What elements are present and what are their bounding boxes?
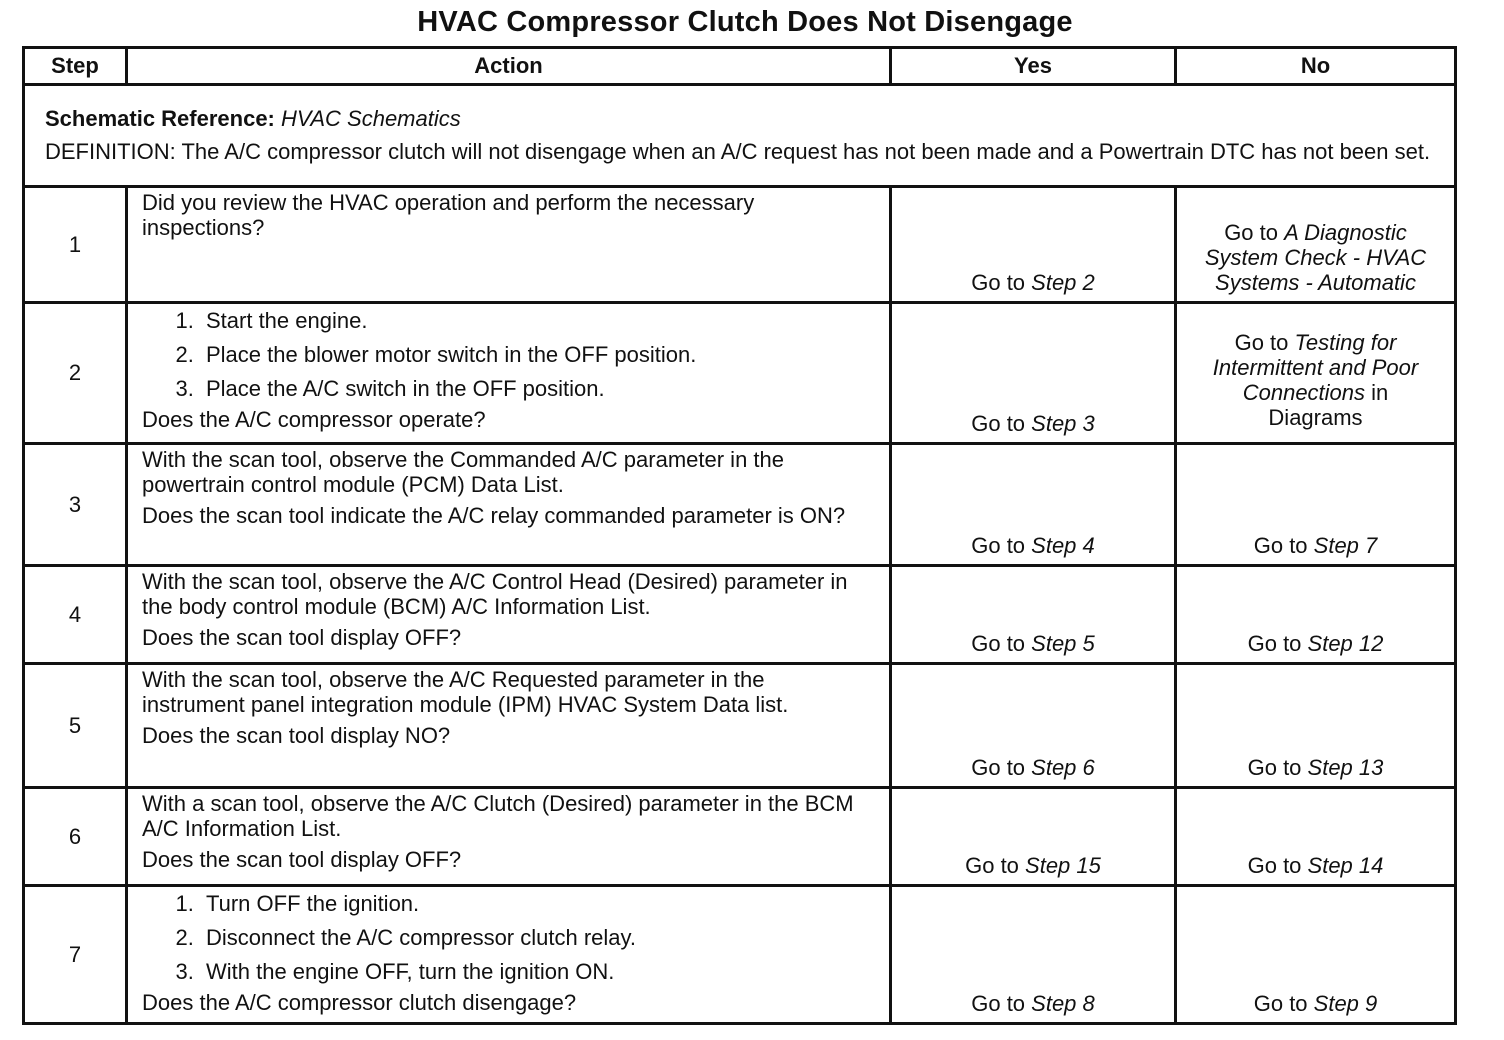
table-row: [24, 664, 1456, 788]
yes-link[interactable]: Step 5: [1031, 631, 1095, 656]
substep: 3. With the engine OFF, turn the ignition ON.: [200, 959, 879, 984]
action-text: With the scan tool, observe the Commanded A/C parameter in the powertrain control module (PCM) Data List.: [142, 447, 784, 497]
no-link[interactable]: Testing for Intermittent and Poor Connections: [1212, 330, 1419, 405]
no-cell: [1176, 187, 1456, 303]
action-text: Did you review the HVAC operation and perform the necessary inspections?: [142, 190, 755, 240]
substep: 1. Start the engine.: [200, 308, 879, 333]
yes-prefix: Go to: [971, 755, 1032, 780]
action-cell: [127, 444, 891, 566]
action-question: Does the scan tool display OFF?: [142, 847, 462, 872]
yes-prefix: Go to: [971, 631, 1032, 656]
yes-cell: [891, 664, 1176, 788]
action-text: With a scan tool, observe the A/C Clutch (Desired) parameter in the BCM A/C Information List.: [142, 791, 854, 841]
yes-cell: [891, 187, 1176, 303]
definition-text: DEFINITION: The A/C compressor clutch will not disengage when an A/C request has not been made and a Powertrain DTC has not been set.: [45, 138, 1431, 164]
substep-list: [142, 891, 879, 984]
action-cell: [127, 886, 891, 1024]
yes-link[interactable]: Step 6: [1031, 755, 1095, 780]
table-row: [24, 187, 1456, 303]
action-cell: [127, 788, 891, 886]
substep: 2. Disconnect the A/C compressor clutch relay.: [200, 925, 879, 950]
action-question: Does the A/C compressor operate?: [142, 407, 486, 432]
no-cell: [1176, 303, 1456, 444]
definition-cell: [24, 85, 1456, 187]
header-no: No: [1176, 48, 1456, 85]
no-cell: [1176, 566, 1456, 664]
no-link[interactable]: Step 9: [1313, 991, 1378, 1016]
table-row: [24, 886, 1456, 1024]
yes-link[interactable]: Step 8: [1031, 991, 1095, 1016]
yes-prefix: Go to: [971, 533, 1032, 558]
table-row: [24, 566, 1456, 664]
no-cell: [1176, 444, 1456, 566]
schematic-reference: [45, 106, 1440, 131]
header-action: Action: [127, 48, 891, 85]
yes-link[interactable]: Step 2: [1031, 270, 1095, 295]
action-text: With the scan tool, observe the A/C Requested parameter in the instrument panel integration module (IPM) HVAC System Data list.: [142, 667, 789, 717]
action-question: Does the scan tool display NO?: [142, 723, 451, 748]
yes-cell: [891, 303, 1176, 444]
no-prefix: Go to: [1247, 853, 1308, 878]
step-number: 2: [24, 303, 127, 444]
step-number: 7: [24, 886, 127, 1024]
no-link[interactable]: Step 14: [1307, 853, 1384, 878]
table-row: [24, 303, 1456, 444]
header-step: Step: [24, 48, 127, 85]
header-row: [24, 48, 1456, 85]
no-link[interactable]: A Diagnostic System Check - HVAC Systems - Automatic: [1204, 220, 1427, 295]
no-prefix: Go to: [1253, 991, 1314, 1016]
yes-prefix: Go to: [965, 853, 1026, 878]
yes-prefix: Go to: [971, 991, 1032, 1016]
no-link[interactable]: Step 13: [1307, 755, 1384, 780]
table-row: [24, 788, 1456, 886]
substep: 2. Place the blower motor switch in the OFF position.: [200, 342, 879, 367]
yes-link[interactable]: Step 15: [1025, 853, 1101, 878]
action-cell: [127, 566, 891, 664]
action-cell: [127, 187, 891, 303]
step-number: 4: [24, 566, 127, 664]
diagnostic-table: [22, 46, 1457, 1025]
yes-prefix: Go to: [971, 270, 1032, 295]
yes-cell: [891, 788, 1176, 886]
no-cell: [1176, 886, 1456, 1024]
step-number: 1: [24, 187, 127, 303]
yes-cell: [891, 566, 1176, 664]
no-prefix: Go to: [1224, 220, 1285, 245]
no-prefix: Go to: [1247, 631, 1308, 656]
action-question: Does the scan tool indicate the A/C relay commanded parameter is ON?: [142, 503, 846, 528]
substep: 1. Turn OFF the ignition.: [200, 891, 879, 916]
step-number: 3: [24, 444, 127, 566]
no-prefix: Go to: [1253, 533, 1314, 558]
page-title: HVAC Compressor Clutch Does Not Disengage: [417, 6, 1073, 38]
action-question: Does the scan tool display OFF?: [142, 625, 462, 650]
definition-row: [24, 85, 1456, 187]
yes-cell: [891, 886, 1176, 1024]
no-suffix: in Diagrams: [1268, 380, 1389, 430]
schematic-reference-link[interactable]: HVAC Schematics: [281, 105, 461, 131]
action-cell: [127, 303, 891, 444]
substep: 3. Place the A/C switch in the OFF position.: [200, 376, 879, 401]
step-number: 6: [24, 788, 127, 886]
action-question: Does the A/C compressor clutch disengage?: [142, 990, 577, 1015]
yes-link[interactable]: Step 3: [1031, 411, 1095, 436]
action-text: With the scan tool, observe the A/C Control Head (Desired) parameter in the body control module (BCM) A/C Information List.: [142, 569, 848, 619]
step-number: 5: [24, 664, 127, 788]
action-cell: [127, 664, 891, 788]
substep-list: [142, 308, 879, 401]
no-prefix: Go to: [1234, 330, 1295, 355]
no-cell: [1176, 664, 1456, 788]
yes-link[interactable]: Step 4: [1031, 533, 1095, 558]
header-yes: Yes: [891, 48, 1176, 85]
table-row: [24, 444, 1456, 566]
no-link[interactable]: Step 12: [1307, 631, 1384, 656]
yes-cell: [891, 444, 1176, 566]
no-cell: [1176, 788, 1456, 886]
no-link[interactable]: Step 7: [1313, 533, 1378, 558]
yes-prefix: Go to: [971, 411, 1032, 436]
no-prefix: Go to: [1247, 755, 1308, 780]
schematic-reference-label: Schematic Reference:: [45, 105, 275, 131]
